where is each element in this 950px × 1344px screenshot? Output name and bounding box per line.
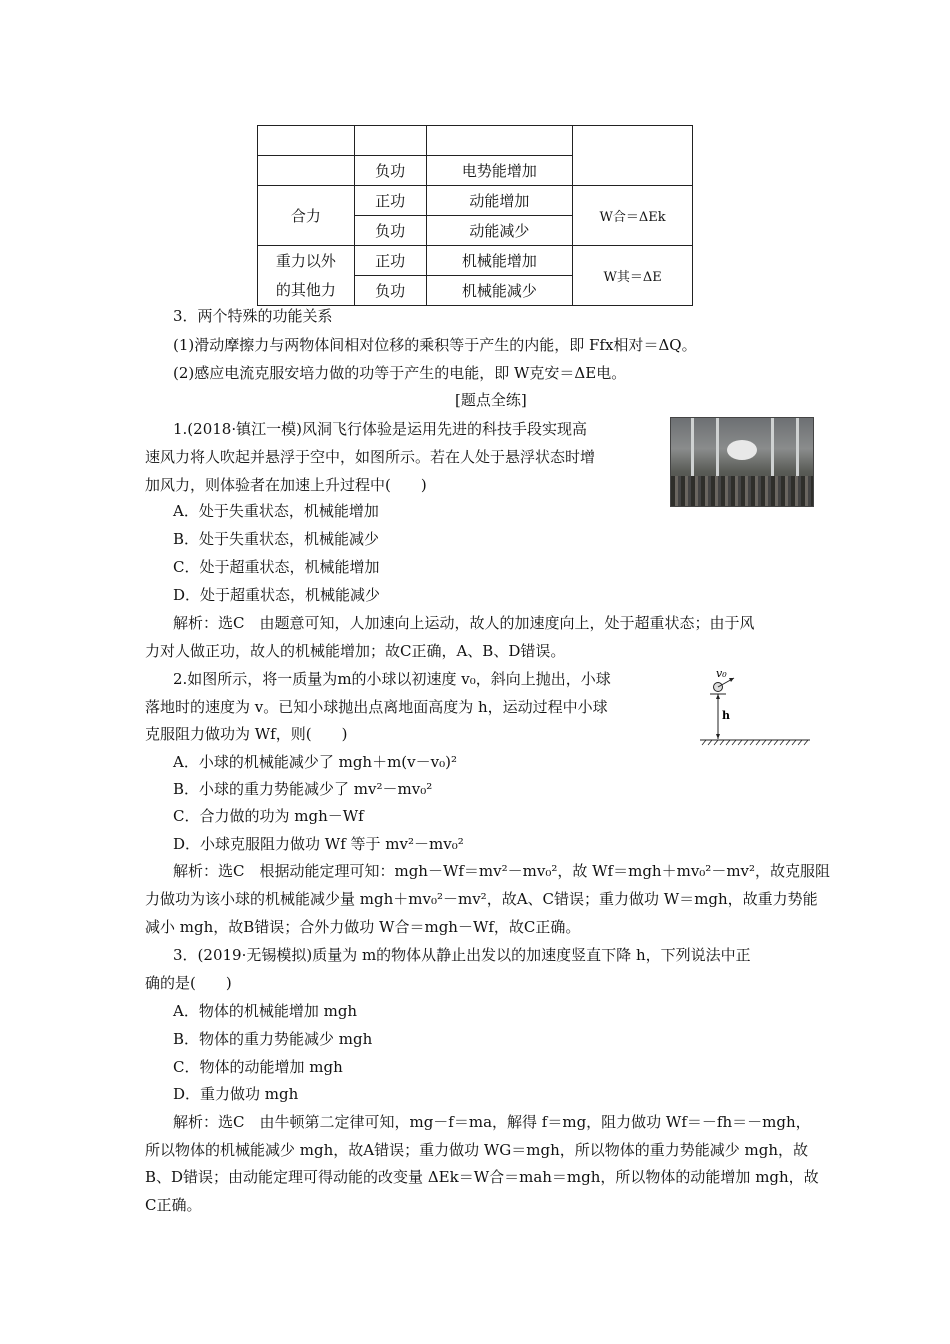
projectile-diagram: [700, 667, 810, 747]
table-cell-formula: W合＝ΔEk: [573, 186, 693, 246]
table-cell: 机械能增加: [426, 246, 573, 276]
option: C．物体的动能增加 mgh: [173, 1058, 343, 1076]
paragraph: (1)滑动摩擦力与两物体间相对位移的乘积等于产生的内能，即 Ffx相对＝ΔQ。: [173, 336, 697, 354]
answer-text: 减小 mgh，故B错误；合外力做功 W合＝mgh－Wf，故C正确。: [145, 918, 581, 936]
answer-text: C正确。: [145, 1196, 202, 1214]
practice-heading: [题点全练]: [455, 391, 527, 409]
question-text: 3．(2019·无锡模拟)质量为 m的物体从静止出发以的加速度竖直下降 h，下列说法中正: [173, 946, 751, 964]
answer-text: 力对人做正功，故人的机械能增加；故C正确，A、B、D错误。: [145, 642, 566, 660]
table-cell-other-forces: [258, 246, 355, 306]
option: B．处于失重状态，机械能减少: [173, 530, 380, 548]
option: D．重力做功 mgh: [173, 1085, 299, 1103]
option: B．小球的重力势能减少了 mv²－mv₀²: [173, 780, 433, 798]
option: A．物体的机械能增加 mgh: [173, 1002, 358, 1020]
table-cell: 负功: [354, 156, 426, 186]
table-cell: [426, 126, 573, 156]
table-cell-formula: W其＝ΔE: [573, 246, 693, 306]
cell-line: 的其他力: [275, 280, 336, 299]
option: B．物体的重力势能减少 mgh: [173, 1030, 373, 1048]
table-cell: [258, 126, 355, 156]
wind-tunnel-photo: [670, 417, 814, 507]
table-row: [258, 186, 693, 216]
function-energy-table: [257, 125, 693, 306]
table-cell: 负功: [354, 276, 426, 306]
option: A．小球的机械能减少了 mgh＋m(v－v₀)²: [173, 753, 457, 771]
question-text: 加风力，则体验者在加速上升过程中( ): [145, 476, 427, 494]
table-cell: 动能增加: [426, 186, 573, 216]
question-text: 落地时的速度为 v。已知小球抛出点离地面高度为 h，运动过程中小球: [145, 698, 608, 716]
answer-text: 解析：选C 由题意可知，人加速向上运动，故人的加速度向上，处于超重状态；由于风: [173, 614, 755, 632]
table-cell: [573, 126, 693, 186]
option: D．处于超重状态，机械能减少: [173, 586, 381, 604]
h-label: h: [722, 709, 730, 722]
table-cell: 电势能增加: [426, 156, 573, 186]
question-text: 速风力将人吹起并悬浮于空中，如图所示。若在人处于悬浮状态时增: [145, 448, 596, 466]
question-text: 2.如图所示，将一质量为m的小球以初速度 v₀，斜向上抛出，小球: [173, 670, 611, 688]
v0-label: v₀: [716, 667, 727, 680]
paragraph: (2)感应电流克服安培力做的功等于产生的电能，即 W克安＝ΔE电。: [173, 364, 627, 382]
table-cell: 正功: [354, 186, 426, 216]
table-cell: 正功: [354, 246, 426, 276]
table-row: [258, 246, 693, 276]
table-cell: 负功: [354, 216, 426, 246]
cell-line: 重力以外: [275, 251, 336, 270]
table-cell: 动能减少: [426, 216, 573, 246]
option: C．处于超重状态，机械能增加: [173, 558, 380, 576]
option: C．合力做的功为 mgh－Wf: [173, 807, 364, 825]
question-text: 克服阻力做功为 Wf，则( ): [145, 725, 348, 743]
option: D．小球克服阻力做功 Wf 等于 mv²－mv₀²: [173, 835, 464, 853]
answer-text: B、D错误；由动能定理可得动能的改变量 ΔEk＝W合＝mah＝mgh，所以物体的动能增加 mgh，故: [145, 1168, 819, 1186]
answer-text: 力做功为该小球的机械能减少量 mgh＋mv₀²－mv²，故A、C错误；重力做功 W＝mgh，故重力势能: [145, 890, 818, 908]
table-cell: [258, 156, 355, 186]
section-title: 3．两个特殊的功能关系: [173, 307, 333, 325]
answer-text: 所以物体的机械能减少 mgh，故A错误；重力做功 WG＝mgh，所以物体的重力势能减少 mgh，故: [145, 1141, 808, 1159]
answer-text: 解析：选C 根据动能定理可知：mgh－Wf＝mv²－mv₀²，故 Wf＝mgh＋mv₀²－mv²，故克服阻: [173, 862, 831, 880]
question-text: 确的是( ): [145, 974, 232, 992]
table-cell-resultant-force: 合力: [258, 186, 355, 246]
question-text: 1.(2018·镇江一模)风洞飞行体验是运用先进的科技手段实现高: [173, 420, 587, 438]
table-cell: [354, 126, 426, 156]
answer-text: 解析：选C 由牛顿第二定律可知，mg－f＝ma，解得 f＝mg，阻力做功 Wf＝－fh＝－mgh，: [173, 1113, 811, 1131]
table-cell: 机械能减少: [426, 276, 573, 306]
option: A．处于失重状态，机械能增加: [173, 502, 379, 520]
table-row: [258, 126, 693, 156]
